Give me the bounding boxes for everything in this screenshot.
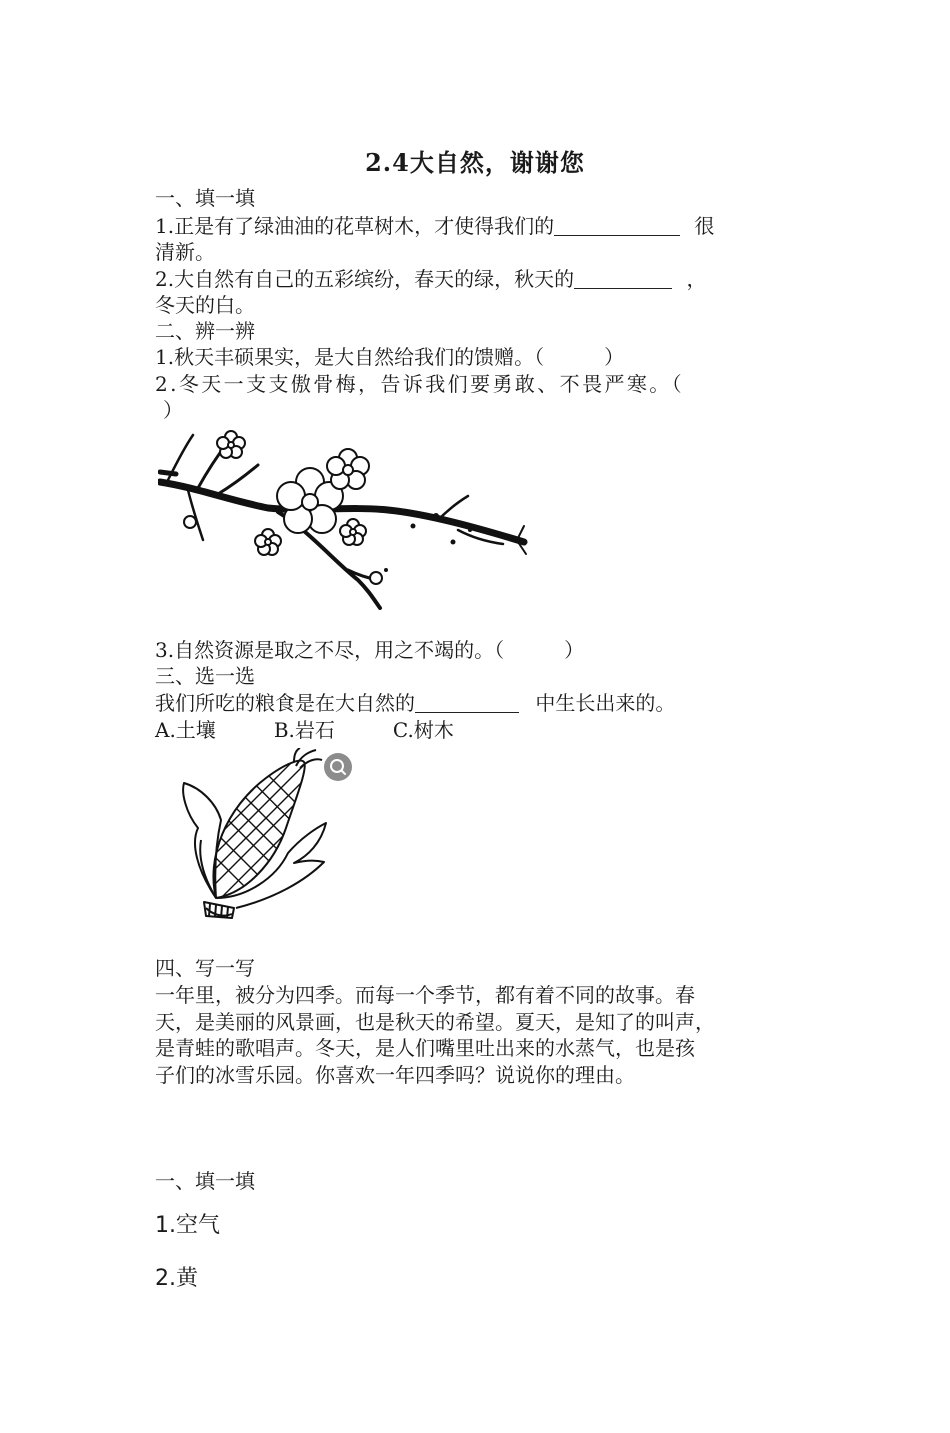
writing-prompt-line-4: 子们的冰雪乐园。你喜欢一年四季吗？说说你的理由。 xyxy=(155,1063,635,1087)
question-2-3: 3.自然资源是取之不尽，用之不竭的。（ ） xyxy=(155,638,585,662)
question-2-1: 1.秋天丰硕果实，是大自然给我们的馈赠。（ ） xyxy=(155,345,625,369)
question-text-tail: ， xyxy=(686,267,707,291)
section-heading-write: 四、写一写 xyxy=(155,956,255,980)
section-heading-judge: 二、辨一辨 xyxy=(155,319,255,343)
corn-cob-illustration xyxy=(176,748,336,926)
question-text: 1.正是有了绿油油的花草树木，才使得我们的 xyxy=(155,214,555,238)
section-heading-choose: 三、选一选 xyxy=(155,664,255,688)
answers-heading: 一、填一填 xyxy=(155,1169,255,1193)
writing-prompt-line-1: 一年里，被分为四季。而每一个季节，都有着不同的故事。春 xyxy=(155,983,695,1007)
question-text: 2.大自然有自己的五彩缤纷，春天的绿，秋天的 xyxy=(155,267,575,291)
option-b: B.岩石 xyxy=(273,718,335,742)
question-text: 我们所吃的粮食是在大自然的 xyxy=(155,691,415,715)
answer-blank xyxy=(574,268,672,289)
writing-prompt-line-3: 是青蛙的歌唱声。冬天，是人们嘴里吐出来的水蒸气，也是孩 xyxy=(155,1036,695,1060)
answer-1: 1.空气 xyxy=(155,1213,220,1238)
question-1-1 xyxy=(155,213,815,239)
section-heading-fill: 一、填一填 xyxy=(155,186,255,210)
options-row xyxy=(155,717,815,743)
question-1-1-continued: 清新。 xyxy=(155,240,215,264)
question-text-tail: 中生长出来的。 xyxy=(535,691,676,715)
option-a: A.土壤 xyxy=(155,718,216,742)
question-2-2: 2.冬天一支支傲骨梅，告诉我们要勇敢、不畏严寒。（ xyxy=(155,372,685,396)
plum-blossom-branch-illustration xyxy=(158,430,528,610)
option-c: C.树木 xyxy=(392,718,454,742)
question-2-2-continued: ） xyxy=(163,398,183,422)
question-1-2-continued: 冬天的白。 xyxy=(155,293,255,317)
answer-blank xyxy=(554,215,680,236)
question-3 xyxy=(155,690,815,716)
question-text-tail: 很 xyxy=(694,214,715,238)
question-1-2 xyxy=(155,266,815,292)
page-title: 2.4大自然，谢谢您 xyxy=(365,148,585,177)
writing-prompt-line-2: 天，是美丽的风景画，也是秋天的希望。夏天，是知了的叫声， xyxy=(155,1010,715,1034)
answer-2: 2.黄 xyxy=(155,1266,198,1291)
zoom-icon[interactable] xyxy=(324,753,352,781)
answer-blank xyxy=(415,692,519,713)
